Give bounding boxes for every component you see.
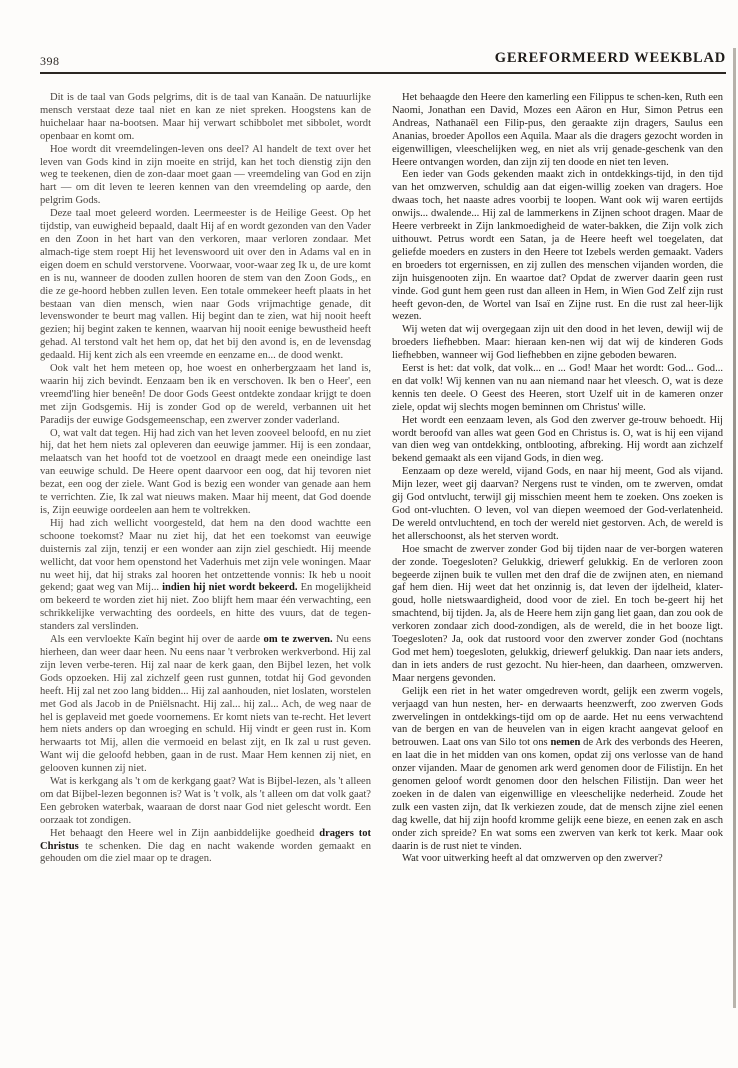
publication-title: GEREFORMEERD WEEKBLAD — [494, 50, 726, 66]
paragraph — [392, 686, 723, 854]
page-edge-shadow — [733, 48, 736, 1008]
header-rule — [40, 72, 726, 74]
paragraph — [40, 828, 371, 867]
bold-text: indien hij niet wordt bekeerd. — [162, 582, 298, 594]
paragraph: Wij weten dat wij overgegaan zijn uit den dood in het leven, dewijl wij de broeders liefhebben. Maar: hieraan ken-nen wij dat wij de kinderen Gods liefhebben, wanneer wij God liefhebben en zijne geboden bewaren. — [392, 324, 723, 362]
paragraph: Ook valt het hem meteen op, hoe woest en onherbergzaam het land is, waarin hij zich bevindt. Eenzaam ben ik en verschoven. Ik ben o Heer', een vreemd'ling hier beneên! De door Gods Geest ontdekte zondaar krijgt te doen met zijn Godsgemis. Hij is zonder God op de wereld, verbannen uit het Paradijs der euwige Godsgemeenschap, een zwerver zonder vaderland. — [40, 363, 371, 426]
paragraph: Het wordt een eenzaam leven, als God den zwerver ge-trouw behoedt. Hij wordt beroofd van alles wat geen God en Christus is. O, wat is hij een vijand van dien weg van ontdekking, ontblooting, afbreking. Hij wordt aan zichzelf bekend gemaakt als een vijand Gods, in dien weg. — [392, 414, 723, 465]
paragraph: Eenzaam op deze wereld, vijand Gods, en naar hij meent, God als vijand. Mijn lezer, weet gij daarvan? Nergens rust te vinden, om te zwerven, omdat gij God ontvlucht, terwijl gij misschien meent hem te zoeken. Ons zoeken is God ont-vluchten. O leven, vol van diepen weemoed der God-verlatenheid. De wereld ontvluchtend, en toch der wereld niet gestorven. Ach, de wereld is het allerschoonst, als het sterven wordt. — [392, 466, 723, 542]
paragraph: Het behaagde den Heere den kamerling een Filippus te schen-ken, Ruth een Naomi, Jonathan een David, Mozes een Aäron en Hur, Simon Petrus een Andreas, Nathanaël een Filip-pus, den geraakte zijn dragers, Saulus een Ananias, broeder Apollos een Aquila. Maar als die dragers gezocht worden in eigenwilligen, vleeschelijken weg, en niet als vrij genade-geschenk van den Heere ontvangen worden, dan zijn zij ten doode en niet ten leven. — [392, 92, 723, 168]
text-run: En mogelijkheid om bekeerd te worden ziet hij niet. Zoo blijft hem maar één verwachting, een schrikkelijke verwachting des oordeels, en hitte des vuurs, dat de tegen-standers zal verslinden. — [40, 582, 372, 633]
text-run: Het behaagt den Heere wel in Zijn aanbiddelijke goedheid — [50, 827, 315, 839]
paragraph: Een ieder van Gods gekenden maakt zich in ontdekkings-tijd, in den tijd van het omzwerven, schuldig aan dat eigen-willig zoeken van dragers. Hoe dwaas toch, het naaste adres voorbij te loopen. Want ook wij waren eertijds onwijs... dwalende... Hij zal de lammerkens in Zijnen schoot dragen. Maar de Heere verbreekt in Zijn lankmoedigheid de water-bakken, die Zijn volk zich uithouwt. Petrus wordt een Satan, ja de Heere heeft wel toegelaten, dat geliefde moeders en zusters in den Heere tot Izebels werden gemaakt. Vaders en broeders tot ergernissen, en zij zullen des menschen vijanden worden, die zijn huisgenooten zijn. En waartoe dat? Opdat de zwerver daarin geen rust vinde. God gunt hem geen rust dan alleen in Hem, in Wien God Zelf zijn rust heeft gevon-den, de Wortel van Isaï en Zijne rust. En die rust zal heer-lijk wezen. — [392, 169, 723, 323]
bold-text: dragers tot Christus — [40, 827, 372, 852]
paragraph: Wat is kerkgang als 't om de kerkgang gaat? Wat is Bijbel-lezen, als 't alleen om dat Bijbel-lezen begonnen is? Wat is 't volk, als 't alleen om dat volk gaat? Een gebroken waterbak, waaraan de dorst naar God niet gelescht wordt. Een oorzaak tot zondigen. — [40, 776, 371, 826]
left-column — [40, 92, 371, 866]
paragraph: O, wat valt dat tegen. Hij had zich van het leven zooveel beloofd, en nu ziet hij, dat het hem niets zal opleveren dan eeuwige jammer. Hij is een zondaar, melaatsch van het hoofd tot de voetzool en draagt mede een oneindige last van eeuwige schuld. De Heere opent daarvoor een oog, dat hij tevoren niet bezat, een oog der ziele. Want God is bezig een wonder van genade aan hem te verrichten. Zie, Ik zal wat nieuws maken. Maar hij meent, dat God doende is, Zijn eeuwige oordeelen aan hem te voltrekken. — [40, 427, 371, 516]
text-run: Hij had zich wellicht voorgesteld, dat hem na den dood wachtte een schoone toekomst? Maar nu ziet hij, dat het een toekomst van eeuwige duisternis zal zijn, tenzij er een wonder aan zijn ziel geschiedt. Hij meende wellicht, dat voor hem openstond het Vaderhuis met zijn vele woningen. Maar nu weet hij, dat hij straks zal hooren het ontzettende vonnis: Ik heb u nooit gekend; gaat weg van Mij... — [40, 517, 371, 594]
text-run: Nu eens hierheen, dan weer daar heen. Nu eens naar 't verbroken werkverbond. Hij zal zijn leven verbe-teren. Hij zal naar de kerk gaan, den Bijbel lezen, het volk Gods opzoeken. Hij zal zichzelf geen rust gunnen, totdat hij God gevonden heeft. Hij zal net zoo lang bidden... Hij zal aanhouden, niet loslaten, worstelen met God als Jacob in de Pniëlsnacht. Hij zal... hij zal... Ach, de weg naar de hel is geplaveid met goede voornemens. Er komt niets van te-recht. Het levert hem niets anders op dan wroeging en schuld. Hij vindt er geen rust in. Kom herwaarts tot Mij, allen die vermoeid en belast zijt, en Ik zal u rust geven. Want wij die geloofd hebben, gaan in de rust. Maar Hem kennen zij niet, en gelooven kunnen zij niet. — [40, 634, 371, 775]
bold-text: om te zwerven. — [263, 634, 333, 646]
paragraph — [40, 518, 371, 634]
page-number: 398 — [40, 54, 60, 68]
bold-text: nemen — [550, 737, 581, 749]
text-run: Als een vervloekte Kaïn begint hij over de aarde — [50, 634, 261, 646]
text-run: te schenken. Die dag en nacht wakende worden gemaakt en gehouden om die ziel maar op te dragen. — [40, 840, 371, 865]
paragraph: Hoe wordt dit vreemdelingen-leven ons deel? Al handelt de text over het leven van Gods kind in zijn moeite en strijd, kan het toch dienstig zijn den weg te teekenen, dien de zon-daar moet gaan — vreemdeling van God en zijn hart — om dit leven te leeren kennen van den vreemdeling op aarde, den pelgrim Gods. — [40, 143, 371, 207]
paragraph: Hoe smacht de zwerver zonder God bij tijden naar de ver-borgen wateren der zonde. Toegesloten? Gelukkig, driewerf gelukkig. En de verloren zoon begeerde zijnen buik te vullen met den draf die de zwijnen aten, en niemand gaf hem dien. Hij weet dat het onzinnig is, dat leven der ijdelheid, klater-goud, holle nietswaardigheid, dood voor de ziel. En toch be-geert hij het smachtend, bij tijden. Ja, als de Heere hem zijn gang liet gaan, dan zou ook de verkoren zondaar zich dood-zondigen, als de wereld, die in het booze ligt. Toegesloten? Ja, ook dat rustoord voor den zwerver zonder God (nochtans God met hem) toegesloten, gelukkig, driewerf gelukkig. Dan naar iets anders, dan in iets anders de rust gezocht. Nu hier-heen, dan daarheen, omzwerven. Maar nergens gevonden. — [392, 543, 723, 684]
paragraph — [40, 634, 371, 776]
right-column — [392, 92, 723, 866]
paragraph: Deze taal moet geleerd worden. Leermeester is de Heilige Geest. Op het tijdstip, van euwigheid bepaald, daalt Hij af en wordt gezonden van den Vader en den Zoon in het hart van den verkoren, maar verloren zondaar. Met almach-tige stem roept Hij het levenswoord uit over den in Adams val en in eigen doem en schuld verstorvene. Voorwaar, voor-waar zeg Ik u, de ure komt en is nu, wanneer de dooden zullen hooren de stem van den Zoon Gods,, en die ze ge-hoord hebben zullen leven. Een totale ommekeer heeft plaats in het bestaan van dien mensch, wien naar Gods vrijmachtige genade, dit levenswonder te beurt mag vallen. Hij begint dan te zien, wat hij nooit heeft gezien; hij begint zaken te kennen, waarvan hij nooit eenige bewustheid heeft gehad. Al terstond valt het hem op, dat het bij den avond is, en de levensdag gedaald. Hij kent zich als een vreemde en eenzame en... de dood wenkt. — [40, 208, 371, 362]
paragraph: Wat voor uitwerking heeft al dat omzwerven op den zwerver? — [402, 853, 663, 865]
paragraph: Dit is de taal van Gods pelgrims, dit is de taal van Kanaän. De natuurlijke mensch verstaat deze taal niet en kan ze niet spreken. Hoogstens kan de huichelaar haar na-bootsen. Maar hij verwart schibbolet met sibbolet, wordt openbaar en komt om. — [40, 92, 371, 142]
paragraph: Eerst is het: dat volk, dat volk... en ... God! Maar het wordt: God... God... en dat volk! Wij kennen van nu aan niemand naar het vleesch. O, wat is deze kennis ten deele. O Geest des Heeren, stort Uzelf uit in de kameren onzer ziele, opdat wij slechts mogen beminnen om Christus' wille. — [392, 363, 723, 413]
text-run: Gelijk een riet in het water omgedreven wordt, gelijk een zwerm vogels, verjaagd van hun nesten, her- en derwaarts heenzwerft, zoo zwerven Gods zwervelingen in ontdekkings-tijd om op de aarde. Het nu eens verwachtend van de bergen en van de heuvelen van in eigen kracht aangevat geloof en betrouwen. Laat ons van Silo tot ons — [392, 685, 723, 749]
text-run: de Ark des verbonds des Heeren, en laat die in het midden van ons komen, opdat zij ons verlosse van de hand onzer vijanden. Maar de genomen ark werd genomen door de Filistijn. En het genomen geloof wordt genomen door den helschen Filistijn. Dan weer het zoeken in de dalen van eigenwillige en vleeschelijke nederheid. Zoude het zulk een vasten zijn, dat Ik verkiezen zoude, dat de mensch zijne ziel eenen dag kwelle, dat hij zijn hoofd kromme gelijk eene bieze, en eenen zak en asch onder zich spreide? En wat soms een zwerven van kerk tot kerk. Maar ook daarin is de rust niet te vinden. — [392, 737, 724, 852]
